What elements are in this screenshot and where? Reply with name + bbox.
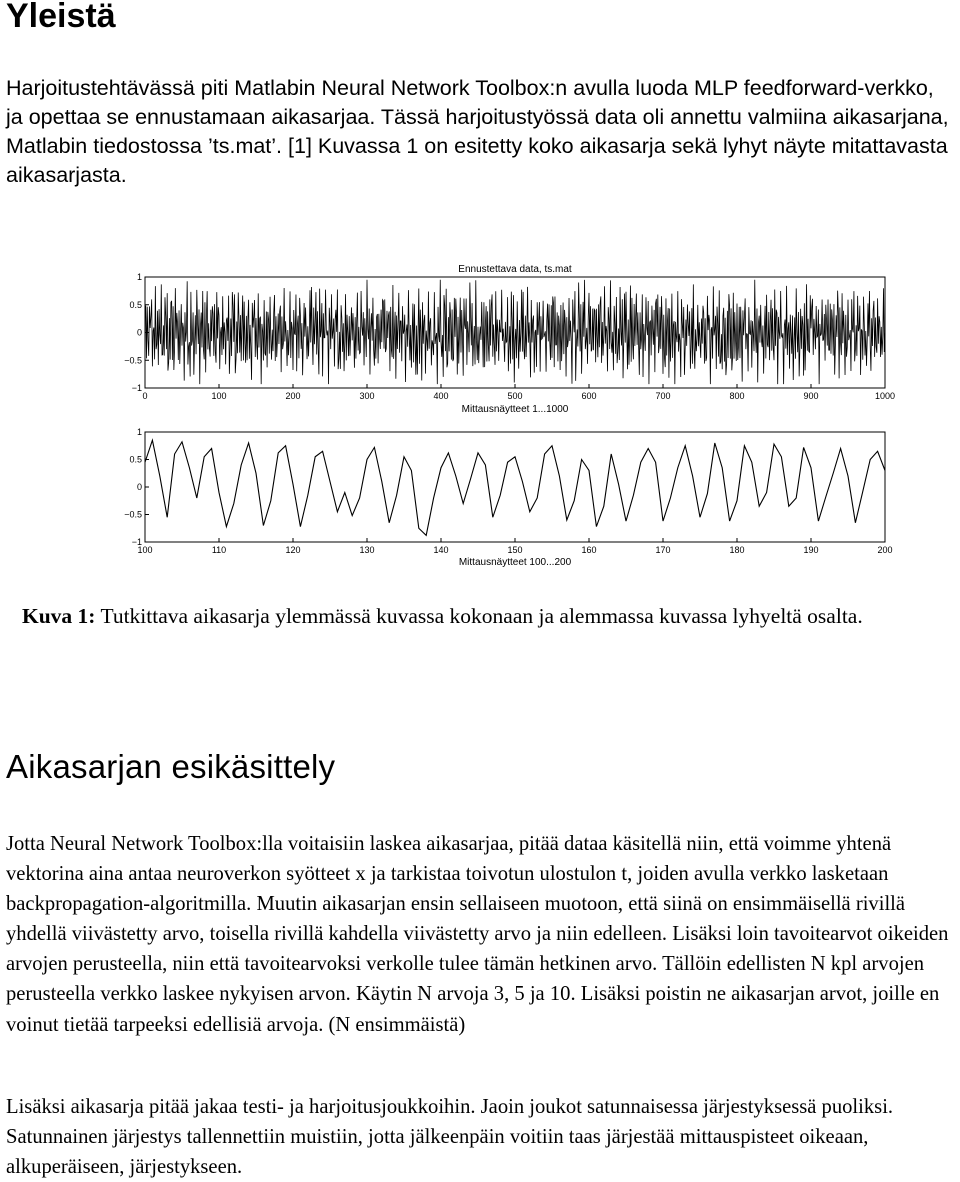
- body-paragraph-2: Lisäksi aikasarja pitää jakaa testi- ja harjoitusjoukkoihin. Jaoin joukot satunnaisessa järjestyksessä puoliksi. Satunnainen järjestys tallennettiin muistiin, jotta jälkeenpäin voitiin taas järjestää mittauspisteet oikeaan, alkuperäiseen, järjestykseen.: [6, 1096, 894, 1179]
- x-tick-label: 170: [655, 545, 671, 555]
- y-tick-label: 0.5: [129, 454, 142, 465]
- y-tick-label: 0: [136, 327, 142, 338]
- section-heading-esikasittely: Aikasarjan esikäsittely: [6, 748, 336, 785]
- x-tick-label: 180: [729, 545, 745, 555]
- y-tick-label: 1: [136, 272, 142, 282]
- x-tick-label: 160: [581, 545, 597, 555]
- y-tick-label: −1: [131, 537, 142, 547]
- body-paragraph-1: Jotta Neural Network Toolbox:lla voitaisiin laskea aikasarjaa, pitää dataa käsitellä niin, että voimme yhtenä vektorina aina antaa neuroverkon syötteet x ja tarkistaa toivotun ulostulon t, joiden avulla verkko lasketaan backpropagation-algoritmilla. Muutin aikasarjan ensin sellaiseen muotoon, että siinä on ensimmäisellä rivillä yhdellä viivästetty arvo, toisella rivillä kahdella viivästetty arvo ja niin edelleen. Lisäksi loin tavoitearvot oikeiden arvojen perusteella, niin että tavoitearvoksi verkolle tulee tämän hetkinen arvo. Tällöin edellisten N kpl arvojen perusteella verkko laskee nykyisen arvon. Käytin N arvoja 3, 5 ja 10. Lisäksi poistin ne aikasarjan arvot, joille en voinut tietää tarpeeksi edellisiä arvoja. (N ensimmäistä): [6, 833, 949, 1036]
- x-tick-label: 200: [285, 391, 301, 401]
- x-tick-label: 140: [433, 545, 449, 555]
- x-tick-label: 100: [211, 391, 227, 401]
- chart-bottom-plot: [124, 427, 892, 555]
- y-tick-label: −1: [131, 383, 142, 393]
- x-tick-label: 300: [359, 391, 375, 401]
- y-tick-label: −0.5: [124, 355, 142, 366]
- intro-paragraph: Harjoitustehtävässä piti Matlabin Neural Network Toolbox:n avulla luoda MLP feedforward-verkko, ja opettaa se ennustamaan aikasarjaa. Tässä harjoitustyössä data oli annettu valmiina aikasarjana, Matlabin tiedostossa ’ts.mat’. [1] Kuvassa 1 on esitetty koko aikasarja sekä lyhyt näyte mitattavasta aikasarjasta.: [6, 76, 949, 187]
- x-tick-label: 900: [803, 391, 819, 401]
- x-tick-label: 1000: [874, 391, 896, 401]
- y-tick-label: 1: [136, 427, 142, 437]
- section-heading-yleista: Yleistä: [6, 0, 116, 35]
- x-tick-label: 700: [655, 391, 671, 401]
- x-tick-label: 400: [433, 391, 449, 401]
- chart-bottom-series-line: [145, 440, 885, 535]
- x-tick-label: 120: [285, 545, 301, 555]
- x-tick-label: 110: [211, 545, 227, 555]
- x-tick-label: 600: [581, 391, 597, 401]
- chart-bottom-xlabel: Mittausnäytteet 100...200: [458, 557, 572, 568]
- y-tick-label: 0.5: [129, 299, 142, 310]
- chart-top-xlabel: Mittausnäytteet 1...1000: [461, 404, 569, 415]
- x-tick-label: 190: [803, 545, 819, 555]
- chart-bottom-axes-frame: [145, 432, 885, 542]
- x-tick-label: 100: [137, 545, 153, 555]
- x-tick-label: 200: [877, 545, 893, 555]
- y-tick-label: 0: [136, 482, 142, 492]
- caption-text: Tutkittava aikasarja ylemmässä kuvassa kokonaan ja alemmassa kuvassa lyhyeltä osalta.: [95, 604, 863, 628]
- figure-caption: [22, 602, 922, 631]
- x-tick-label: 150: [507, 545, 523, 555]
- chart-bottom: [124, 427, 892, 568]
- chart-top-series-line: [145, 280, 885, 384]
- chart-top-title: Ennustettava data, ts.mat: [458, 264, 572, 275]
- x-tick-label: 0: [142, 391, 148, 401]
- x-tick-label: 800: [729, 391, 745, 401]
- x-tick-label: 130: [359, 545, 375, 555]
- figure-1: [0, 250, 960, 580]
- x-tick-label: 500: [507, 391, 523, 401]
- chart-top: [124, 264, 895, 415]
- caption-label: Kuva 1:: [22, 604, 96, 628]
- chart-top-plot: [124, 272, 895, 401]
- y-tick-label: −0.5: [124, 509, 142, 520]
